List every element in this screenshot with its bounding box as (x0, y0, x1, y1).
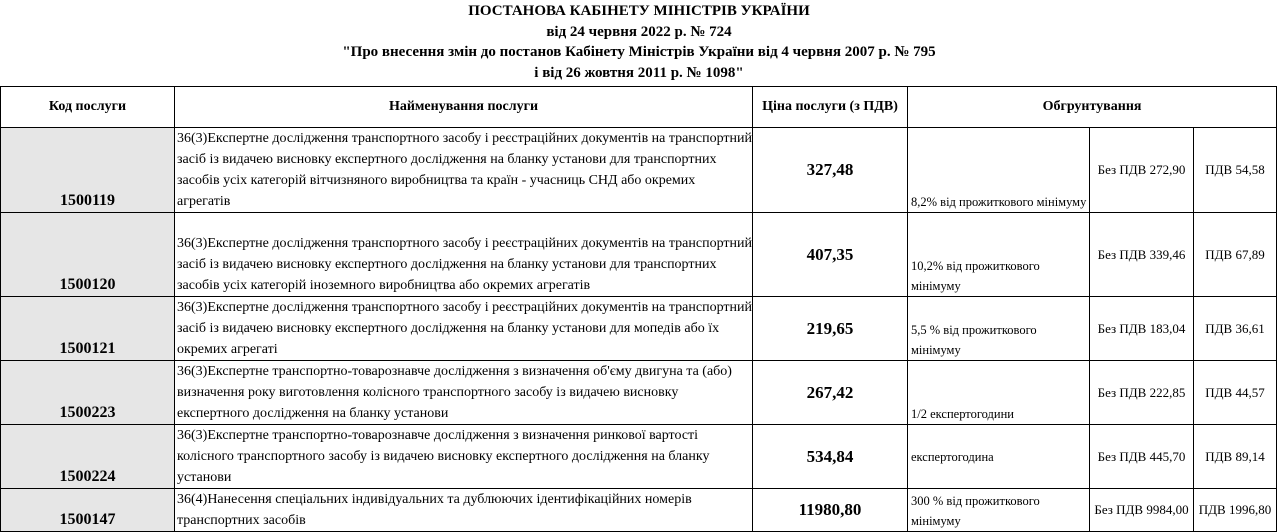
service-basis: 1/2 експертогодини (908, 361, 1090, 425)
service-basis: експертогодина (908, 425, 1090, 489)
service-name: 36(3)Експертне дослідження транспортного засобу і реєстраційних документів на транспортний засіб із видачею висновку експертного дослідження на бланку установи для мопедів або їх окремих агрегаті (175, 297, 753, 361)
price-without-vat: Без ПДВ 339,46 (1090, 213, 1194, 297)
service-name: 36(3)Експертне транспортно-товарознавче дослідження з визначення ринкової вартості колісного транспортного засобу із видачею висновку експертного дослідження на бланку установи (175, 425, 753, 489)
table-row (1, 128, 1277, 213)
table-row (1, 361, 1277, 425)
col-header-price: Ціна послуги (з ПДВ) (753, 87, 908, 128)
price-without-vat: Без ПДВ 272,90 (1090, 128, 1194, 213)
vat-amount: ПДВ 1996,80 (1194, 489, 1277, 532)
vat-amount: ПДВ 89,14 (1194, 425, 1277, 489)
service-code: 1500119 (1, 128, 175, 213)
service-price: 219,65 (753, 297, 908, 361)
service-basis: 10,2% від прожиткового мінімуму (908, 213, 1090, 297)
services-table (0, 86, 1277, 532)
table-row (1, 213, 1277, 297)
table-row (1, 297, 1277, 361)
vat-amount: ПДВ 36,61 (1194, 297, 1277, 361)
vat-amount: ПДВ 54,58 (1194, 128, 1277, 213)
header-title: ПОСТАНОВА КАБІНЕТУ МІНІСТРІВ УКРАЇНИ (468, 3, 810, 19)
col-header-basis: Обгрунтування (908, 87, 1277, 128)
price-without-vat: Без ПДВ 445,70 (1090, 425, 1194, 489)
service-price: 267,42 (753, 361, 908, 425)
service-basis: 8,2% від прожиткового мінімуму (908, 128, 1090, 213)
price-without-vat: Без ПДВ 222,85 (1090, 361, 1194, 425)
service-basis: 300 % від прожиткового мінімуму (908, 489, 1090, 532)
service-code: 1500223 (1, 361, 175, 425)
table-header-row (1, 87, 1277, 128)
service-code: 1500120 (1, 213, 175, 297)
col-header-code: Код послуги (1, 87, 175, 128)
price-without-vat: Без ПДВ 183,04 (1090, 297, 1194, 361)
service-price: 11980,80 (753, 489, 908, 532)
service-code: 1500121 (1, 297, 175, 361)
header-subject-cont: і від 26 жовтня 2011 р. № 1098" (534, 64, 744, 81)
service-basis: 5,5 % від прожиткового мінімуму (908, 297, 1090, 361)
service-name: 36(3)Експертне транспортно-товарознавче дослідження з визначення об'єму двигуна та (або) визначення року виготовлення колісного транспортного засобу із видачею висновку експертного дослідження на бланку установи (175, 361, 753, 425)
vat-amount: ПДВ 67,89 (1194, 213, 1277, 297)
header-date: від 24 червня 2022 р. № 724 (546, 23, 732, 40)
document-header (0, 0, 1278, 86)
table-row (1, 425, 1277, 489)
service-name: 36(3)Експертне дослідження транспортного засобу і реєстраційних документів на транспортний засіб із видачею висновку експертного дослідження на бланку установи для транспортних засобів усіх категорій вітчизняного виробництва та країн - учасниць СНД або окремих агрегатів (175, 128, 753, 213)
vat-amount: ПДВ 44,57 (1194, 361, 1277, 425)
service-code: 1500147 (1, 489, 175, 532)
service-price: 327,48 (753, 128, 908, 213)
service-name: 36(4)Нанесення спеціальних індивідуальних та дублюючих ідентифікаційних номерів транспортних засобів (175, 489, 753, 532)
header-subject: "Про внесення змін до постанов Кабінету Міністрів України від 4 червня 2007 р. № 795 (342, 44, 936, 60)
service-code: 1500224 (1, 425, 175, 489)
table-row (1, 489, 1277, 532)
col-header-name: Найменування послуги (175, 87, 753, 128)
service-price: 534,84 (753, 425, 908, 489)
service-name: 36(3)Експертне дослідження транспортного засобу і реєстраційних документів на транспортний засіб із видачею висновку експертного дослідження на бланку установи для транспортних засобів усіх категорій іноземного виробництва або окремих агрегатів (175, 213, 753, 297)
price-without-vat: Без ПДВ 9984,00 (1090, 489, 1194, 532)
service-price: 407,35 (753, 213, 908, 297)
